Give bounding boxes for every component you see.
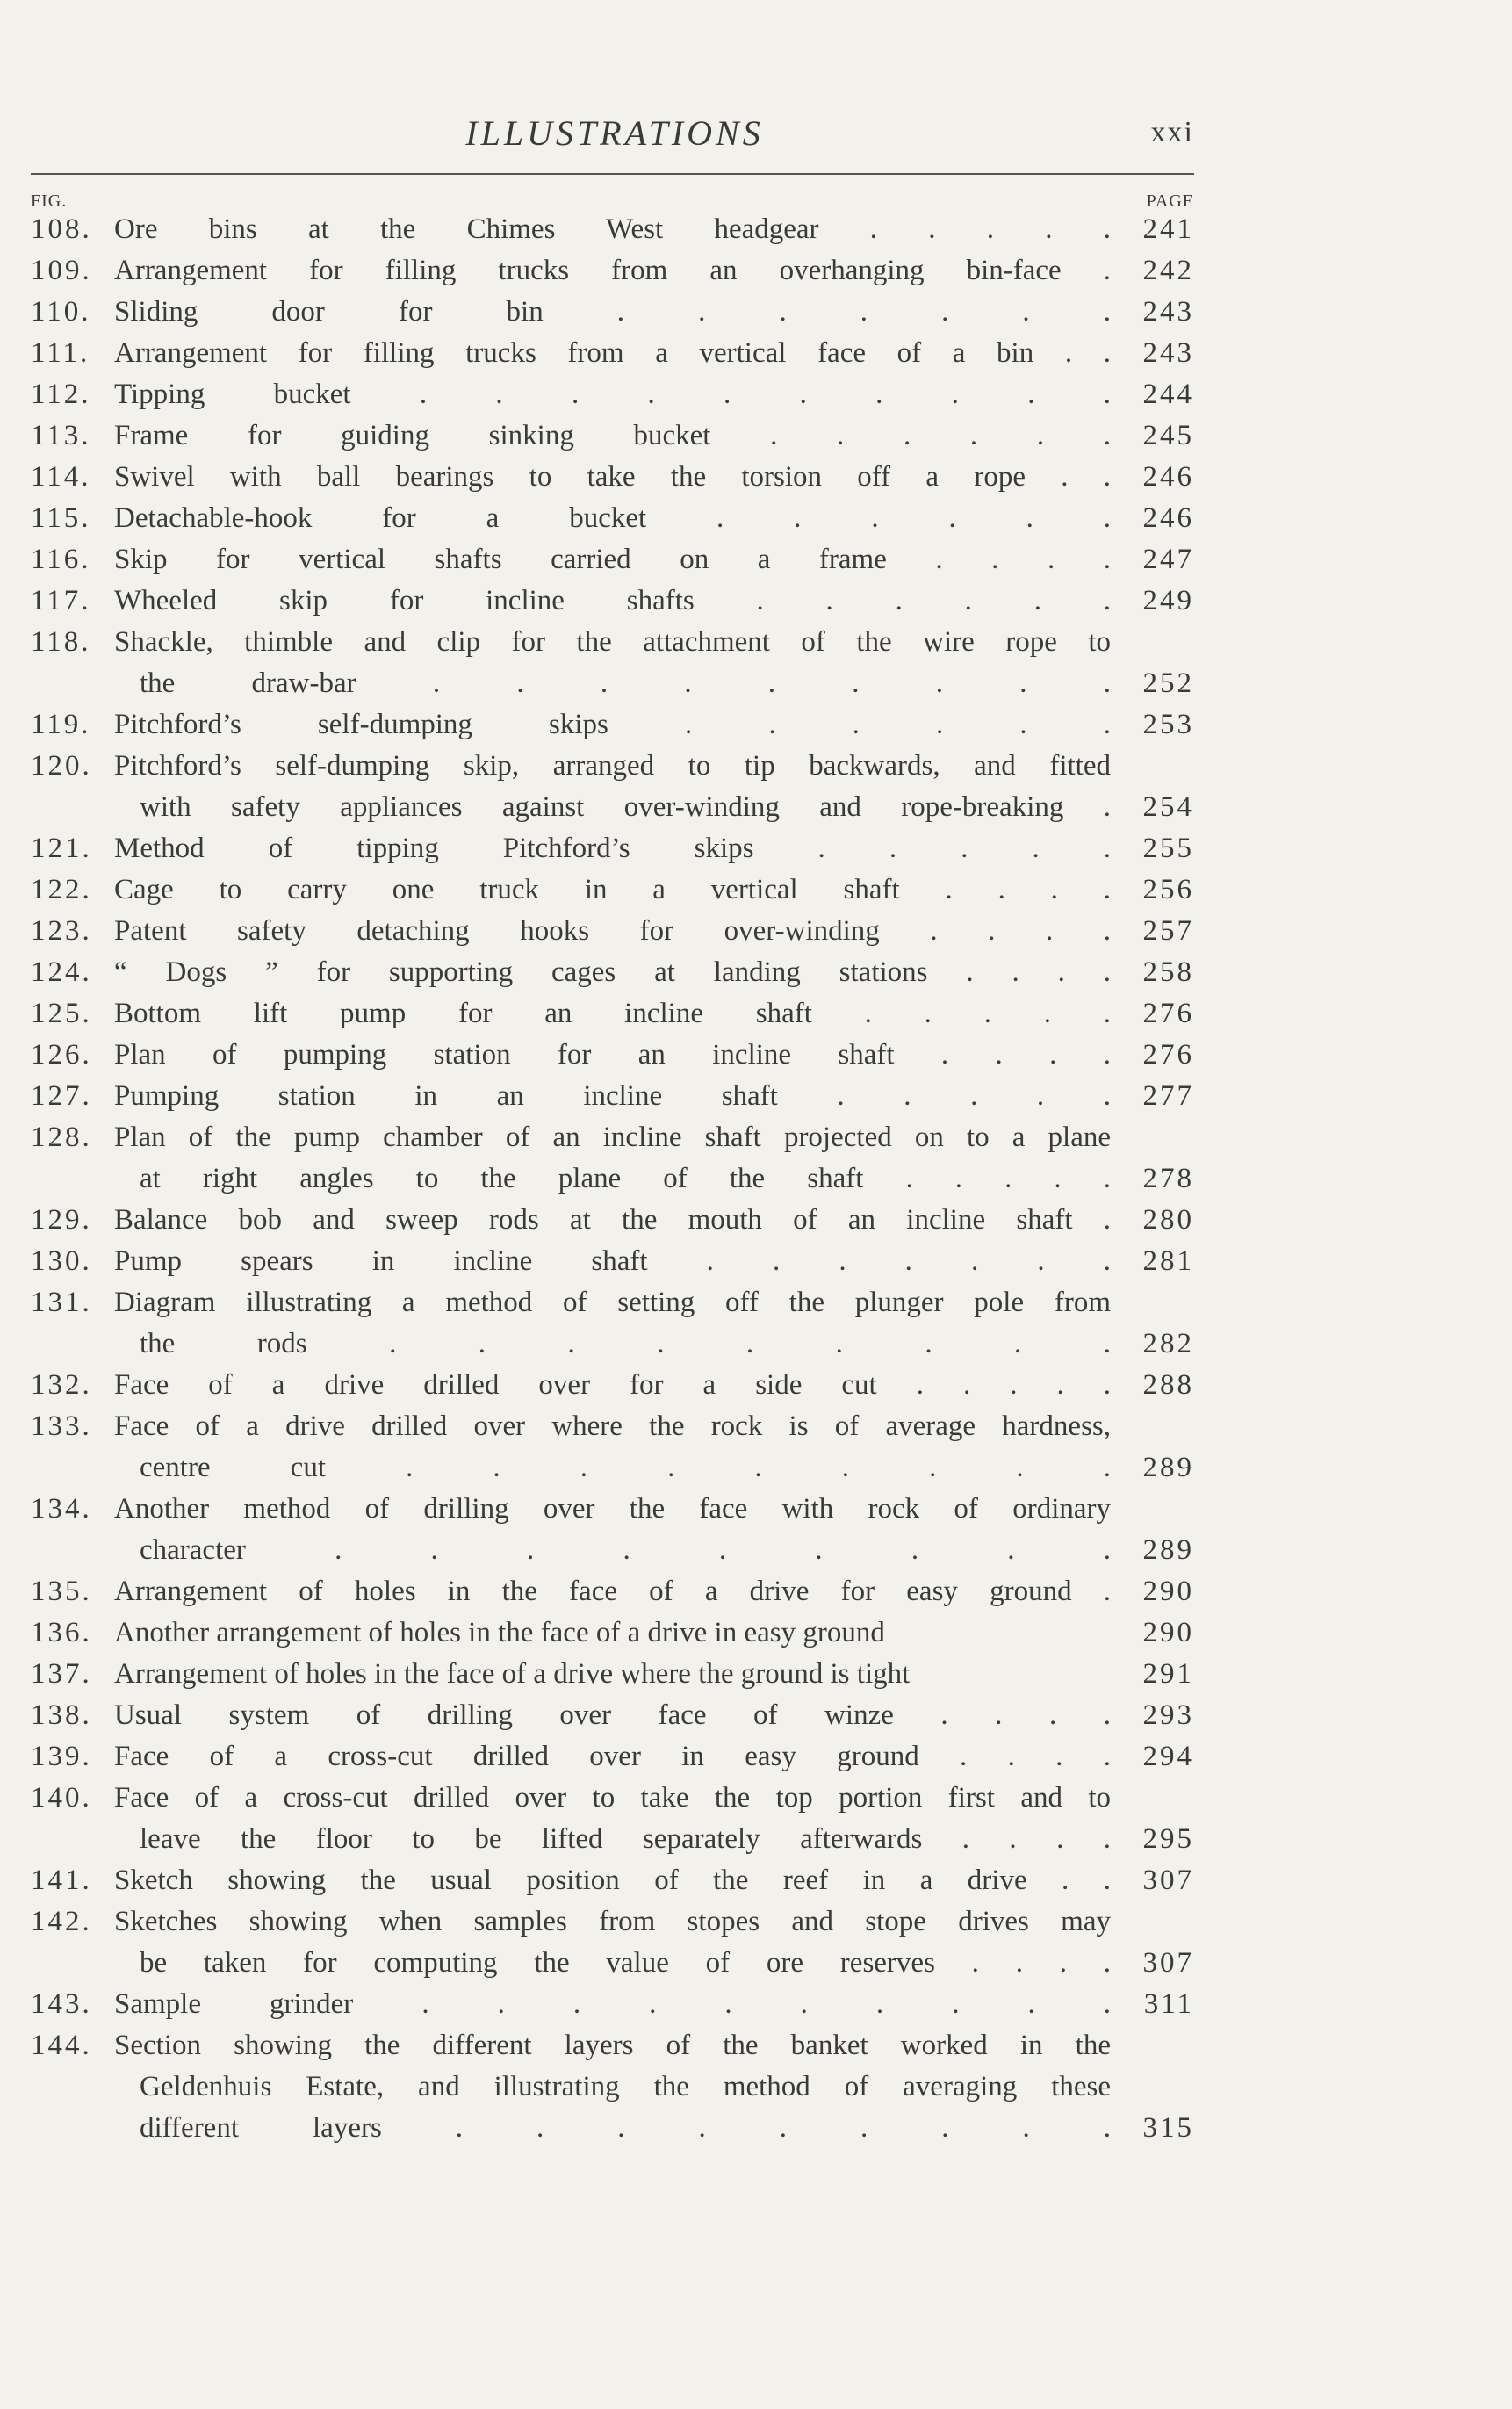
list-item <box>31 250 1194 292</box>
caption-line: Detachable-hook for a bucket . . . . . . <box>114 502 1111 534</box>
figure-caption <box>114 1571 1111 1612</box>
figure-caption <box>114 1984 1111 2025</box>
list-item <box>31 911 1194 952</box>
caption-line: Face of a cross-cut drilled over in easy ground . . . . <box>114 1741 1111 1772</box>
caption-line: Geldenhuis Estate, and illustrating the method of averaging these <box>140 2071 1111 2102</box>
page-reference: 291 <box>1142 1658 1194 1690</box>
caption-line: Another arrangement of holes in the face of a drive in easy ground <box>114 1617 885 1648</box>
figure-number: 109. <box>31 255 92 286</box>
page-reference: 290 <box>1142 1576 1194 1607</box>
page-reference: 311 <box>1143 1988 1194 2020</box>
header-rule <box>31 173 1194 175</box>
caption-line: Arrangement of holes in the face of a drive for easy ground . <box>114 1576 1111 1607</box>
list-item <box>31 1035 1194 1076</box>
figure-caption <box>114 333 1111 374</box>
figure-caption <box>114 622 1111 704</box>
page-reference: 242 <box>1142 255 1194 286</box>
figure-number: 111. <box>31 337 90 369</box>
page-reference: 289 <box>1142 1452 1194 1483</box>
figure-caption <box>114 1406 1111 1489</box>
caption-line: “ Dogs ” for supporting cages at landing stations . . . . <box>114 956 1111 988</box>
page-reference: 281 <box>1142 1245 1194 1277</box>
figure-number: 110. <box>31 296 91 328</box>
page-reference: 249 <box>1142 585 1194 617</box>
page-reference: 243 <box>1142 337 1194 369</box>
figure-caption <box>114 828 1111 869</box>
figure-number: 132. <box>31 1369 92 1401</box>
figure-number: 139. <box>31 1741 92 1772</box>
caption-line: Patent safety detaching hooks for over-winding . . . . <box>114 915 1111 947</box>
caption-line: Face of a drive drilled over for a side cut . . . . . <box>114 1369 1111 1401</box>
list-item <box>31 498 1194 539</box>
page-reference: 294 <box>1142 1741 1194 1772</box>
list-item <box>31 1901 1194 1984</box>
figure-number: 108. <box>31 213 92 245</box>
list-item <box>31 1365 1194 1406</box>
figure-number: 142. <box>31 1906 92 1937</box>
list-item <box>31 828 1194 869</box>
page-column-label: PAGE <box>1146 191 1194 211</box>
caption-line: Sample grinder . . . . . . . . . . <box>114 1988 1111 2020</box>
caption-line: Bottom lift pump for an incline shaft . . . . . <box>114 998 1111 1029</box>
caption-line: Balance bob and sweep rods at the mouth of an incline shaft . <box>114 1204 1111 1236</box>
figure-number: 120. <box>31 750 92 782</box>
figure-caption <box>114 374 1111 415</box>
list-item <box>31 622 1194 704</box>
list-item <box>31 1200 1194 1241</box>
list-item <box>31 415 1194 457</box>
figure-number: 114. <box>31 461 91 493</box>
page-reference: 289 <box>1142 1534 1194 1566</box>
page-reference: 246 <box>1142 502 1194 534</box>
list-item <box>31 1489 1194 1571</box>
caption-line: with safety appliances against over-winding and rope-breaking . <box>140 791 1111 823</box>
figure-number: 143. <box>31 1988 92 2020</box>
figure-caption <box>114 1695 1111 1736</box>
figure-number: 138. <box>31 1699 92 1731</box>
caption-line: Pump spears in incline shaft . . . . . . . <box>114 1245 1111 1277</box>
figure-caption <box>114 1654 1111 1695</box>
figure-caption <box>114 1035 1111 1076</box>
figure-number: 133. <box>31 1410 92 1442</box>
list-item <box>31 1778 1194 1860</box>
figure-number: 135. <box>31 1576 92 1607</box>
page-reference: 252 <box>1142 667 1194 699</box>
page-reference: 256 <box>1142 874 1194 905</box>
list-item <box>31 374 1194 415</box>
caption-line: Section showing the different layers of the banket worked in the <box>114 2030 1111 2061</box>
page-reference: 247 <box>1142 544 1194 575</box>
list-item <box>31 2025 1194 2149</box>
page-reference: 277 <box>1142 1080 1194 1112</box>
figure-number: 137. <box>31 1658 92 1690</box>
page-reference: 245 <box>1142 420 1194 451</box>
caption-line: Arrangement of holes in the face of a drive where the ground is tight <box>114 1658 911 1690</box>
figure-caption <box>114 869 1111 911</box>
figure-caption <box>114 539 1111 581</box>
list-item <box>31 1076 1194 1117</box>
figure-caption <box>114 1860 1111 1901</box>
figure-number: 112. <box>31 379 91 410</box>
list-item <box>31 1571 1194 1612</box>
page-reference: 246 <box>1142 461 1194 493</box>
caption-line: Wheeled skip for incline shafts . . . . . . <box>114 585 1111 617</box>
figure-caption <box>114 952 1111 993</box>
page-reference: 253 <box>1142 709 1194 740</box>
list-item <box>31 1282 1194 1365</box>
figure-number: 129. <box>31 1204 92 1236</box>
list-item <box>31 292 1194 333</box>
caption-line: Face of a drive drilled over where the rock is of average hardness, <box>114 1410 1111 1442</box>
list-item <box>31 746 1194 828</box>
caption-line: at right angles to the plane of the shaft . . . . . <box>140 1163 1111 1194</box>
caption-line: Swivel with ball bearings to take the torsion off a rope . . <box>114 461 1111 493</box>
list-item <box>31 1241 1194 1282</box>
page-reference: 293 <box>1142 1699 1194 1731</box>
caption-line: Diagram illustrating a method of setting off the plunger pole from <box>114 1287 1111 1318</box>
caption-line: Another method of drilling over the face with rock of ordinary <box>114 1493 1111 1525</box>
figure-number: 116. <box>31 544 91 575</box>
figure-caption <box>114 1612 1111 1654</box>
page-reference: 244 <box>1142 379 1194 410</box>
figure-caption <box>114 498 1111 539</box>
figure-number: 113. <box>31 420 91 451</box>
caption-line: Sliding door for bin . . . . . . . <box>114 296 1111 328</box>
list-item <box>31 539 1194 581</box>
caption-line: different layers . . . . . . . . . <box>140 2112 1111 2144</box>
page-reference: 295 <box>1142 1823 1194 1855</box>
figure-caption <box>114 209 1111 250</box>
figure-number: 126. <box>31 1039 92 1071</box>
list-item <box>31 704 1194 746</box>
figure-caption <box>114 1778 1111 1860</box>
fig-column-label: FIG. <box>31 191 68 211</box>
page-reference: 280 <box>1142 1204 1194 1236</box>
list-item <box>31 993 1194 1035</box>
figure-caption <box>114 1365 1111 1406</box>
figure-number: 115. <box>31 502 91 534</box>
page-reference: 241 <box>1142 213 1194 245</box>
figure-caption <box>114 1736 1111 1778</box>
figure-number: 128. <box>31 1122 92 1153</box>
page-reference: 278 <box>1142 1163 1194 1194</box>
figure-caption <box>114 1076 1111 1117</box>
illustrations-list <box>31 209 1194 2149</box>
list-item <box>31 1406 1194 1489</box>
figure-caption <box>114 250 1111 292</box>
figure-caption <box>114 1489 1111 1571</box>
page-reference: 307 <box>1142 1864 1194 1896</box>
list-item <box>31 1654 1194 1695</box>
figure-number: 134. <box>31 1493 92 1525</box>
figure-number: 118. <box>31 626 91 658</box>
caption-line: Method of tipping Pitchford’s skips . . . . . <box>114 833 1111 864</box>
figure-number: 121. <box>31 833 92 864</box>
page-reference: 290 <box>1142 1617 1194 1648</box>
figure-number: 144. <box>31 2030 92 2061</box>
caption-line: the draw-bar . . . . . . . . . <box>140 667 1111 699</box>
caption-line: Usual system of drilling over face of winze . . . . <box>114 1699 1111 1731</box>
page-reference: 282 <box>1142 1328 1194 1360</box>
figure-caption <box>114 993 1111 1035</box>
caption-line: the rods . . . . . . . . . <box>140 1328 1111 1360</box>
caption-line: Tipping bucket . . . . . . . . . . <box>114 379 1111 410</box>
caption-line: Frame for guiding sinking bucket . . . . . . <box>114 420 1111 451</box>
figure-number: 123. <box>31 915 92 947</box>
figure-number: 124. <box>31 956 92 988</box>
figure-caption <box>114 457 1111 498</box>
caption-line: leave the floor to be lifted separately afterwards . . . . <box>140 1823 1111 1855</box>
figure-number: 136. <box>31 1617 92 1648</box>
caption-line: Shackle, thimble and clip for the attachment of the wire rope to <box>114 626 1111 658</box>
caption-line: Ore bins at the Chimes West headgear . . . . . <box>114 213 1111 245</box>
page-reference: 254 <box>1142 791 1194 823</box>
figure-number: 141. <box>31 1864 92 1896</box>
caption-line: Skip for vertical shafts carried on a frame . . . . <box>114 544 1111 575</box>
page-reference: 307 <box>1142 1947 1194 1979</box>
page-number: xxi <box>1150 116 1194 148</box>
page-reference: 258 <box>1142 956 1194 988</box>
list-item <box>31 209 1194 250</box>
caption-line: Pitchford’s self-dumping skips . . . . . . <box>114 709 1111 740</box>
caption-line: Face of a cross-cut drilled over to take the top portion first and to <box>114 1782 1111 1814</box>
figure-number: 131. <box>31 1287 92 1318</box>
figure-caption <box>114 1282 1111 1365</box>
figure-caption <box>114 292 1111 333</box>
list-item <box>31 581 1194 622</box>
figure-number: 127. <box>31 1080 92 1112</box>
list-item <box>31 952 1194 993</box>
figure-caption <box>114 746 1111 828</box>
figure-caption <box>114 911 1111 952</box>
caption-line: Plan of pumping station for an incline shaft . . . . <box>114 1039 1111 1071</box>
list-item <box>31 1612 1194 1654</box>
figure-caption <box>114 415 1111 457</box>
caption-line: Pitchford’s self-dumping skip, arranged to tip backwards, and fitted <box>114 750 1111 782</box>
figure-caption <box>114 1200 1111 1241</box>
page-reference: 257 <box>1142 915 1194 947</box>
figure-number: 119. <box>31 709 91 740</box>
page-reference: 255 <box>1142 833 1194 864</box>
caption-line: Pumping station in an incline shaft . . . . . <box>114 1080 1111 1112</box>
figure-caption <box>114 2025 1111 2149</box>
list-item <box>31 333 1194 374</box>
caption-line: be taken for computing the value of ore reserves . . . . <box>140 1947 1111 1979</box>
caption-line: Cage to carry one truck in a vertical shaft . . . . <box>114 874 1111 905</box>
caption-line: character . . . . . . . . . <box>140 1534 1111 1566</box>
figure-number: 125. <box>31 998 92 1029</box>
figure-number: 130. <box>31 1245 92 1277</box>
figure-caption <box>114 581 1111 622</box>
list-item <box>31 1695 1194 1736</box>
figure-caption <box>114 1241 1111 1282</box>
caption-line: Sketch showing the usual position of the reef in a drive . . <box>114 1864 1111 1896</box>
page-reference: 243 <box>1142 296 1194 328</box>
page-reference: 288 <box>1142 1369 1194 1401</box>
caption-line: centre cut . . . . . . . . . <box>140 1452 1111 1483</box>
list-item <box>31 457 1194 498</box>
page-reference: 315 <box>1142 2112 1194 2144</box>
figure-number: 117. <box>31 585 91 617</box>
figure-number: 122. <box>31 874 92 905</box>
caption-line: Arrangement for filling trucks from a vertical face of a bin . . <box>114 337 1111 369</box>
list-item <box>31 1736 1194 1778</box>
list-item <box>31 869 1194 911</box>
list-item <box>31 1860 1194 1901</box>
caption-line: Arrangement for filling trucks from an overhanging bin-face . <box>114 255 1111 286</box>
caption-line: Plan of the pump chamber of an incline shaft projected on to a plane <box>114 1122 1111 1153</box>
figure-caption <box>114 704 1111 746</box>
list-item <box>31 1117 1194 1200</box>
running-title: ILLUSTRATIONS <box>465 113 764 153</box>
caption-line: Sketches showing when samples from stopes and stope drives may <box>114 1906 1111 1937</box>
figure-caption <box>114 1117 1111 1200</box>
page-reference: 276 <box>1142 1039 1194 1071</box>
list-item <box>31 1984 1194 2025</box>
page-reference: 276 <box>1142 998 1194 1029</box>
figure-caption <box>114 1901 1111 1984</box>
figure-number: 140. <box>31 1782 92 1814</box>
running-head <box>0 105 1512 158</box>
